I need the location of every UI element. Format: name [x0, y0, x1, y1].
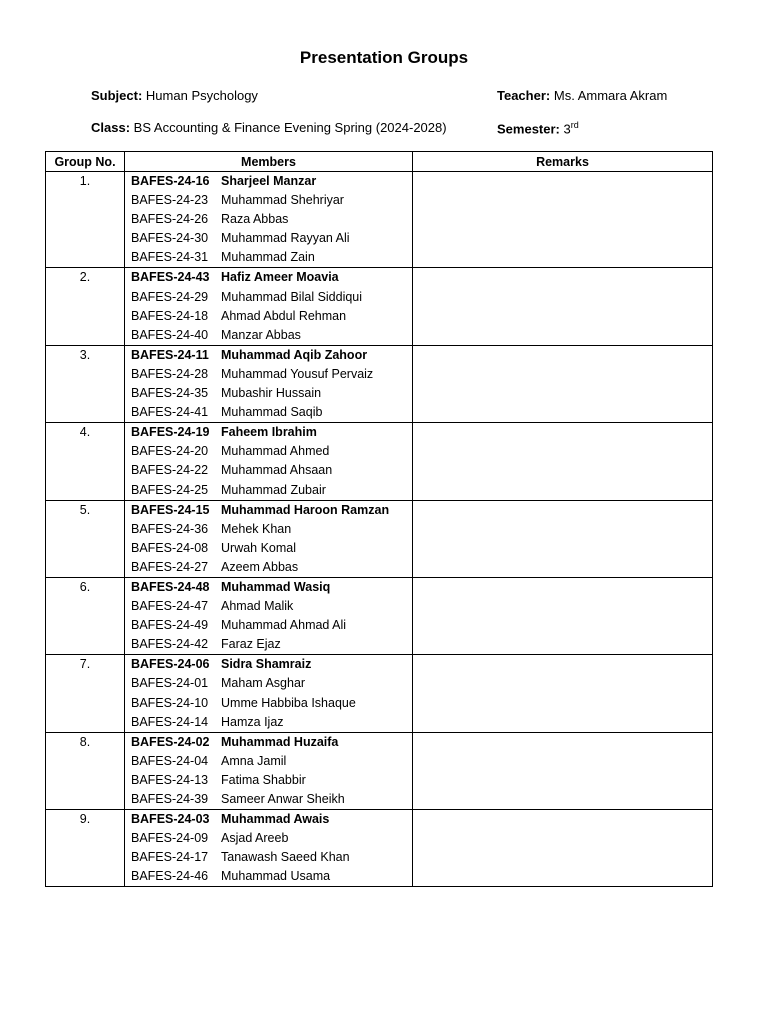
member-name: Azeem Abbas [221, 559, 299, 574]
member-id: BAFES-24-47 [131, 599, 209, 614]
member-id: BAFES-24-48 [131, 579, 210, 594]
table-row [46, 268, 713, 345]
member-id: BAFES-24-26 [131, 212, 209, 227]
teacher-line [497, 88, 667, 103]
group-number: 1. [46, 172, 125, 268]
member-name: Muhammad Rayyan Ali [221, 231, 350, 246]
member-id: BAFES-24-23 [131, 193, 209, 208]
group-members [125, 500, 413, 577]
member-id: BAFES-24-09 [131, 831, 209, 846]
teacher-label: Teacher: [497, 88, 551, 103]
group-leader [125, 346, 412, 365]
member-name: Muhammad Awais [221, 812, 330, 827]
member-id: BAFES-24-14 [131, 714, 209, 729]
table-header-row [46, 152, 713, 172]
member-item [125, 790, 412, 809]
table-row [46, 810, 713, 887]
groups-table [45, 151, 713, 887]
member-name: Muhammad Wasiq [221, 579, 331, 594]
group-remarks [413, 268, 713, 345]
member-item [125, 403, 412, 422]
member-id: BAFES-24-25 [131, 482, 209, 497]
member-item [125, 694, 412, 713]
subject-line [91, 88, 258, 103]
group-remarks [413, 172, 713, 268]
member-id: BAFES-24-31 [131, 250, 209, 265]
group-number: 9. [46, 810, 125, 887]
member-id: BAFES-24-17 [131, 850, 209, 865]
member-name: Muhammad Huzaifa [221, 734, 339, 749]
member-name: Maham Asghar [221, 676, 306, 691]
member-id: BAFES-24-49 [131, 618, 209, 633]
group-number: 6. [46, 577, 125, 654]
group-remarks [413, 810, 713, 887]
class-line [91, 120, 447, 135]
member-name: Ahmad Abdul Rehman [221, 308, 347, 323]
member-item [125, 191, 412, 210]
member-name: Muhammad Saqib [221, 405, 323, 420]
member-id: BAFES-24-04 [131, 753, 209, 768]
member-name: Hamza Ijaz [221, 714, 284, 729]
member-name: Muhammad Ahsaan [221, 463, 333, 478]
header-remarks: Remarks [413, 152, 713, 172]
member-id: BAFES-24-46 [131, 869, 209, 884]
table-row [46, 577, 713, 654]
member-id: BAFES-24-08 [131, 540, 209, 555]
group-remarks [413, 500, 713, 577]
table-row [46, 655, 713, 732]
table-row [46, 345, 713, 422]
member-item [125, 461, 412, 480]
member-id: BAFES-24-39 [131, 792, 209, 806]
group-members [125, 172, 413, 268]
member-item [125, 229, 412, 248]
member-item [125, 442, 412, 461]
member-name: Amna Jamil [221, 753, 287, 768]
member-item [125, 384, 412, 403]
member-name: Muhammad Zain [221, 250, 315, 265]
group-leader [125, 733, 412, 752]
group-members [125, 345, 413, 422]
group-members [125, 810, 413, 887]
member-item [125, 210, 412, 229]
member-id: BAFES-24-18 [131, 308, 209, 323]
groups-body [46, 172, 713, 887]
group-leader [125, 810, 412, 829]
semester-label: Semester: [497, 121, 560, 137]
group-leader [125, 268, 412, 287]
member-name: Fatima Shabbir [221, 772, 306, 787]
member-id: BAFES-24-40 [131, 327, 209, 342]
member-name: Asjad Areeb [221, 831, 289, 846]
member-id: BAFES-24-06 [131, 657, 210, 672]
group-leader [125, 172, 412, 191]
member-id: BAFES-24-29 [131, 289, 209, 304]
member-item [125, 481, 412, 500]
member-name: Manzar Abbas [221, 327, 301, 342]
member-name: Umme Habbiba Ishaque [221, 695, 356, 710]
member-item [125, 713, 412, 732]
member-item [125, 539, 412, 558]
member-name: Hafiz Ameer Moavia [221, 270, 339, 285]
member-id: BAFES-24-03 [131, 812, 210, 827]
group-remarks [413, 345, 713, 422]
group-members [125, 655, 413, 732]
member-name: Muhammad Haroon Ramzan [221, 502, 390, 517]
group-remarks [413, 732, 713, 809]
member-id: BAFES-24-42 [131, 637, 209, 652]
table-row [46, 732, 713, 809]
member-id: BAFES-24-35 [131, 386, 209, 401]
member-id: BAFES-24-16 [131, 174, 210, 188]
class-label: Class: [91, 120, 131, 135]
member-item [125, 558, 412, 577]
member-item [125, 365, 412, 384]
member-name: Muhammad Shehriyar [221, 193, 344, 208]
member-id: BAFES-24-20 [131, 444, 209, 459]
table-row [46, 423, 713, 500]
member-id: BAFES-24-10 [131, 695, 209, 710]
member-name: Mubashir Hussain [221, 386, 322, 401]
member-name: Sharjeel Manzar [221, 174, 317, 188]
member-id: BAFES-24-41 [131, 405, 209, 420]
member-name: Tanawash Saeed Khan [221, 850, 350, 865]
member-id: BAFES-24-01 [131, 676, 209, 691]
group-members [125, 577, 413, 654]
member-name: Muhammad Ahmad Ali [221, 618, 347, 633]
member-name: Muhammad Usama [221, 869, 331, 884]
member-item [125, 616, 412, 635]
member-item [125, 520, 412, 539]
group-leader [125, 578, 412, 597]
member-id: BAFES-24-19 [131, 425, 210, 440]
member-name: Sidra Shamraiz [221, 657, 312, 672]
member-item [125, 674, 412, 693]
member-item [125, 307, 412, 326]
member-item [125, 848, 412, 867]
member-name: Ahmad Malik [221, 599, 294, 614]
member-id: BAFES-24-36 [131, 521, 209, 536]
group-members [125, 423, 413, 500]
group-leader [125, 655, 412, 674]
table-row [46, 500, 713, 577]
member-name: Muhammad Yousuf Pervaiz [221, 366, 374, 381]
group-leader [125, 501, 412, 520]
member-id: BAFES-24-30 [131, 231, 209, 246]
group-number: 4. [46, 423, 125, 500]
member-name: Faheem Ibrahim [221, 425, 317, 440]
member-id: BAFES-24-02 [131, 734, 210, 749]
member-item [125, 771, 412, 790]
member-item [125, 829, 412, 848]
member-name: Muhammad Ahmed [221, 444, 330, 459]
table-row [46, 172, 713, 268]
member-item [125, 288, 412, 307]
member-id: BAFES-24-43 [131, 270, 210, 285]
member-name: Mehek Khan [221, 521, 292, 536]
semester-value: 3 [563, 121, 571, 137]
member-item [125, 867, 412, 886]
member-id: BAFES-24-22 [131, 463, 209, 478]
header-group-no: Group No. [46, 152, 125, 172]
group-number: 2. [46, 268, 125, 345]
teacher-value: Ms. Ammara Akram [553, 88, 668, 103]
page-title: Presentation Groups [299, 48, 469, 67]
member-id: BAFES-24-28 [131, 366, 209, 381]
class-value: BS Accounting & Finance Evening Spring (2024-2028) [133, 120, 447, 135]
member-item [125, 248, 412, 267]
member-name: Muhammad Aqib Zahoor [221, 347, 368, 362]
group-members [125, 732, 413, 809]
member-name: Raza Abbas [221, 212, 289, 227]
member-name: Muhammad Zubair [221, 482, 326, 497]
semester-line [497, 120, 579, 136]
member-id: BAFES-24-13 [131, 772, 209, 787]
group-number: 8. [46, 732, 125, 809]
header-members: Members [125, 152, 413, 172]
member-id: BAFES-24-11 [131, 347, 209, 362]
semester-suffix: rd [570, 120, 579, 130]
member-id: BAFES-24-27 [131, 559, 209, 574]
group-number: 7. [46, 655, 125, 732]
member-item [125, 326, 412, 345]
subject-value: Human Psychology [145, 88, 258, 103]
subject-label: Subject: [91, 88, 143, 103]
group-remarks [413, 577, 713, 654]
group-members [125, 268, 413, 345]
member-name: Sameer Anwar Sheikh [221, 792, 345, 806]
member-item [125, 752, 412, 771]
group-number: 5. [46, 500, 125, 577]
member-item [125, 597, 412, 616]
member-name: Faraz Ejaz [221, 637, 281, 652]
member-name: Urwah Komal [221, 540, 297, 555]
group-leader [125, 423, 412, 442]
group-number: 3. [46, 345, 125, 422]
member-id: BAFES-24-15 [131, 502, 210, 517]
group-remarks [413, 423, 713, 500]
member-item [125, 635, 412, 654]
member-name: Muhammad Bilal Siddiqui [221, 289, 363, 304]
group-remarks [413, 655, 713, 732]
